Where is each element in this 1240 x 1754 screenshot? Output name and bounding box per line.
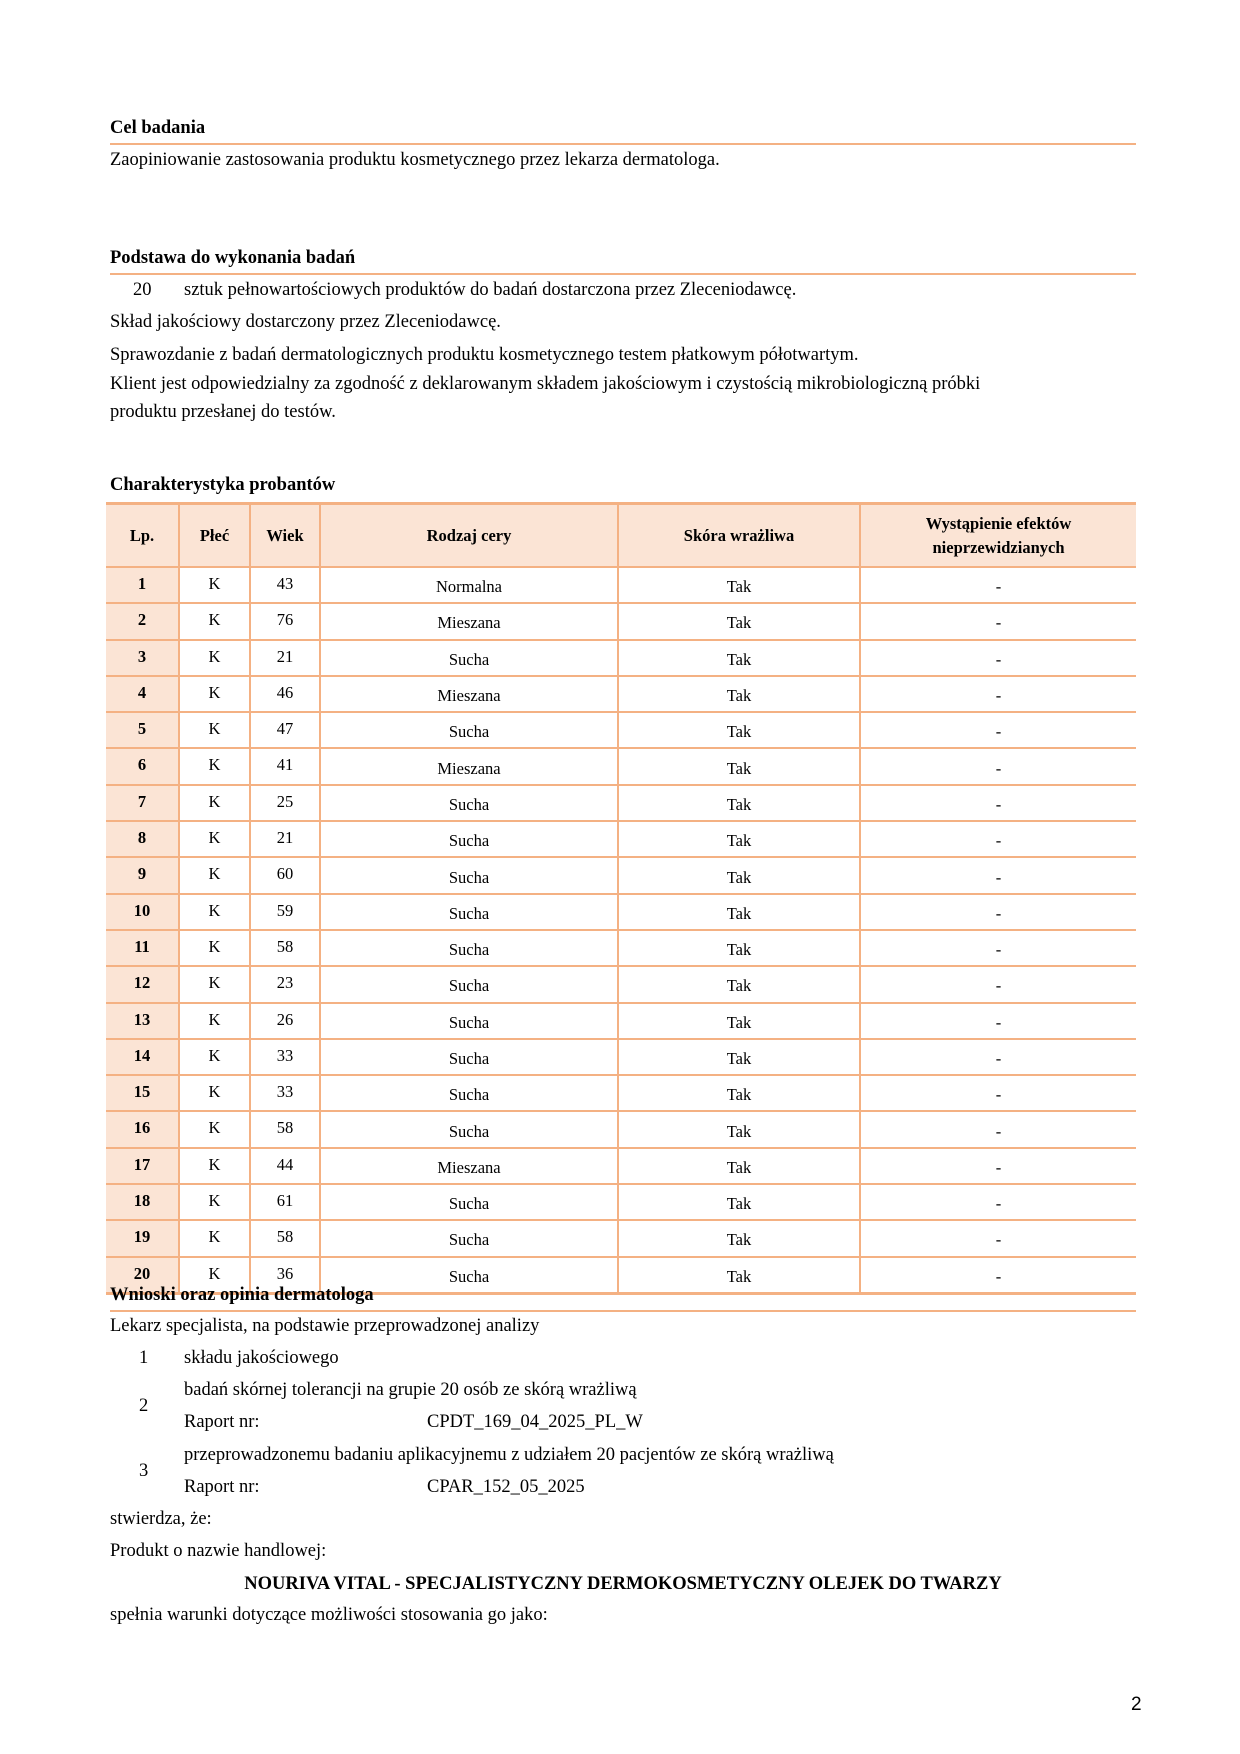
cell-wiek: 36 — [250, 1257, 320, 1294]
cell-efekty: - — [860, 1039, 1136, 1075]
cell-plec: K — [179, 894, 250, 930]
item-2-number: 2 — [139, 1396, 149, 1416]
cell-wiek: 26 — [250, 1003, 320, 1039]
cell-lp: 4 — [106, 676, 179, 712]
cell-plec: K — [179, 1111, 250, 1147]
cell-efekty: - — [860, 748, 1136, 784]
header-skora-wrazliwa: Skóra wrażliwa — [618, 504, 860, 568]
cell-efekty: - — [860, 1003, 1136, 1039]
cell-rodzaj-cery: Mieszana — [320, 676, 618, 712]
podstawa-line-4b: produktu przesłanej do testów. — [110, 402, 336, 422]
cell-skora-wrazliwa: Tak — [618, 1075, 860, 1111]
table-row — [106, 966, 1136, 1002]
cell-plec: K — [179, 930, 250, 966]
cell-rodzaj-cery: Mieszana — [320, 748, 618, 784]
cell-skora-wrazliwa: Tak — [618, 567, 860, 603]
item-2-text: badań skórnej tolerancji na grupie 20 osób ze skórą wrażliwą — [184, 1380, 637, 1400]
cell-rodzaj-cery: Sucha — [320, 966, 618, 1002]
cell-efekty: - — [860, 930, 1136, 966]
cell-skora-wrazliwa: Tak — [618, 676, 860, 712]
cell-plec: K — [179, 712, 250, 748]
product-count-text: sztuk pełnowartościowych produktów do badań dostarczona przez Zleceniodawcę. — [184, 280, 797, 300]
cell-wiek: 33 — [250, 1075, 320, 1111]
cell-plec: K — [179, 1003, 250, 1039]
table-row — [106, 712, 1136, 748]
item-3-report-label: Raport nr: — [184, 1477, 260, 1497]
cell-wiek: 21 — [250, 640, 320, 676]
cell-lp: 20 — [106, 1257, 179, 1294]
cell-wiek: 61 — [250, 1184, 320, 1220]
cell-wiek: 58 — [250, 1220, 320, 1256]
header-rodzaj-cery: Rodzaj cery — [320, 504, 618, 568]
cell-lp: 8 — [106, 821, 179, 857]
cell-skora-wrazliwa: Tak — [618, 821, 860, 857]
cell-skora-wrazliwa: Tak — [618, 1257, 860, 1294]
cell-lp: 1 — [106, 567, 179, 603]
item-2-report-value: CPDT_169_04_2025_PL_W — [427, 1412, 643, 1432]
header-efekty-line1: Wystąpienie efektów — [925, 513, 1072, 533]
podstawa-line-4a: Klient jest odpowiedzialny za zgodność z deklarowanym składem jakościowym i czystością mikrobiologiczną próbki — [110, 374, 981, 394]
probants-table — [106, 502, 1136, 1295]
cell-wiek: 59 — [250, 894, 320, 930]
cell-plec: K — [179, 785, 250, 821]
cell-rodzaj-cery: Sucha — [320, 1003, 618, 1039]
heading-underline — [110, 1310, 1136, 1312]
cell-lp: 9 — [106, 857, 179, 893]
table-row — [106, 603, 1136, 639]
item-3-report-value: CPAR_152_05_2025 — [427, 1477, 585, 1497]
cell-efekty: - — [860, 1220, 1136, 1256]
header-wiek: Wiek — [250, 504, 320, 568]
cell-efekty: - — [860, 966, 1136, 1002]
cell-skora-wrazliwa: Tak — [618, 785, 860, 821]
header-efekty-line2: nieprzewidzianych — [932, 537, 1065, 557]
cell-skora-wrazliwa: Tak — [618, 930, 860, 966]
cell-skora-wrazliwa: Tak — [618, 748, 860, 784]
cell-lp: 14 — [106, 1039, 179, 1075]
cell-wiek: 76 — [250, 603, 320, 639]
cell-efekty: - — [860, 1257, 1136, 1294]
cell-skora-wrazliwa: Tak — [618, 1148, 860, 1184]
cell-skora-wrazliwa: Tak — [618, 857, 860, 893]
cell-rodzaj-cery: Sucha — [320, 1111, 618, 1147]
cell-plec: K — [179, 1075, 250, 1111]
cell-plec: K — [179, 821, 250, 857]
table-row — [106, 1220, 1136, 1256]
header-lp: Lp. — [106, 504, 179, 568]
cell-efekty: - — [860, 640, 1136, 676]
cell-lp: 7 — [106, 785, 179, 821]
cell-efekty: - — [860, 1075, 1136, 1111]
cell-rodzaj-cery: Sucha — [320, 712, 618, 748]
cell-lp: 17 — [106, 1148, 179, 1184]
table-row — [106, 567, 1136, 603]
cel-text: Zaopiniowanie zastosowania produktu kosmetycznego przez lekarza dermatologa. — [110, 150, 720, 170]
cell-plec: K — [179, 567, 250, 603]
cell-skora-wrazliwa: Tak — [618, 640, 860, 676]
cell-rodzaj-cery: Sucha — [320, 785, 618, 821]
cell-efekty: - — [860, 712, 1136, 748]
cell-wiek: 60 — [250, 857, 320, 893]
cell-lp: 6 — [106, 748, 179, 784]
table-row — [106, 930, 1136, 966]
cell-skora-wrazliwa: Tak — [618, 966, 860, 1002]
cell-lp: 10 — [106, 894, 179, 930]
cell-lp: 5 — [106, 712, 179, 748]
cell-skora-wrazliwa: Tak — [618, 1003, 860, 1039]
cell-rodzaj-cery: Sucha — [320, 821, 618, 857]
table-row — [106, 640, 1136, 676]
cell-wiek: 25 — [250, 785, 320, 821]
cell-plec: K — [179, 676, 250, 712]
cell-skora-wrazliwa: Tak — [618, 712, 860, 748]
item-1-text: składu jakościowego — [184, 1348, 339, 1368]
cell-plec: K — [179, 603, 250, 639]
cell-rodzaj-cery: Sucha — [320, 1257, 618, 1294]
cell-rodzaj-cery: Sucha — [320, 1075, 618, 1111]
product-count: 20 — [133, 280, 152, 300]
cell-plec: K — [179, 1220, 250, 1256]
item-3-text: przeprowadzonemu badaniu aplikacyjnemu z udziałem 20 pacjentów ze skórą wrażliwą — [184, 1445, 834, 1465]
cell-efekty: - — [860, 676, 1136, 712]
cell-skora-wrazliwa: Tak — [618, 603, 860, 639]
item-2-report-label: Raport nr: — [184, 1412, 260, 1432]
cell-wiek: 43 — [250, 567, 320, 603]
cell-plec: K — [179, 857, 250, 893]
page-number: 2 — [1131, 1694, 1142, 1715]
cell-rodzaj-cery: Sucha — [320, 640, 618, 676]
cell-efekty: - — [860, 821, 1136, 857]
table-row — [106, 894, 1136, 930]
heading-underline — [110, 143, 1136, 145]
cell-wiek: 47 — [250, 712, 320, 748]
wnioski-intro: Lekarz specjalista, na podstawie przeprowadzonej analizy — [110, 1316, 540, 1336]
table-row — [106, 857, 1136, 893]
cell-wiek: 46 — [250, 676, 320, 712]
cell-skora-wrazliwa: Tak — [618, 1184, 860, 1220]
cell-wiek: 58 — [250, 930, 320, 966]
cell-lp: 13 — [106, 1003, 179, 1039]
table-row — [106, 1039, 1136, 1075]
cell-efekty: - — [860, 857, 1136, 893]
cell-rodzaj-cery: Sucha — [320, 930, 618, 966]
cell-wiek: 21 — [250, 821, 320, 857]
table-row — [106, 676, 1136, 712]
cell-lp: 2 — [106, 603, 179, 639]
section-heading-wnioski: Wnioski oraz opinia dermatologa — [110, 1285, 374, 1305]
table-row — [106, 785, 1136, 821]
table-row — [106, 1148, 1136, 1184]
heading-underline — [110, 273, 1136, 275]
closing-text: spełnia warunki dotyczące możliwości stosowania go jako: — [110, 1605, 548, 1625]
cell-efekty: - — [860, 1111, 1136, 1147]
cell-plec: K — [179, 1039, 250, 1075]
cell-rodzaj-cery: Mieszana — [320, 603, 618, 639]
podstawa-line-3: Sprawozdanie z badań dermatologicznych produktu kosmetycznego testem płatkowym półotwartym. — [110, 345, 859, 365]
cell-lp: 15 — [106, 1075, 179, 1111]
cell-rodzaj-cery: Sucha — [320, 894, 618, 930]
cell-plec: K — [179, 640, 250, 676]
table-row — [106, 1003, 1136, 1039]
cell-wiek: 41 — [250, 748, 320, 784]
stwierdza-text: stwierdza, że: — [110, 1509, 212, 1529]
cell-rodzaj-cery: Sucha — [320, 1184, 618, 1220]
header-efekty — [860, 504, 1136, 568]
cell-lp: 3 — [106, 640, 179, 676]
cell-plec: K — [179, 1148, 250, 1184]
table-row — [106, 821, 1136, 857]
cell-rodzaj-cery: Normalna — [320, 567, 618, 603]
cell-efekty: - — [860, 1148, 1136, 1184]
cell-lp: 19 — [106, 1220, 179, 1256]
podstawa-line-2: Skład jakościowy dostarczony przez Zleceniodawcę. — [110, 312, 501, 332]
produkt-label: Produkt o nazwie handlowej: — [110, 1541, 327, 1561]
table-row — [106, 1111, 1136, 1147]
cell-efekty: - — [860, 1184, 1136, 1220]
item-3-number: 3 — [139, 1461, 149, 1481]
cell-plec: K — [179, 1184, 250, 1220]
cell-wiek: 23 — [250, 966, 320, 1002]
table-header-row — [106, 504, 1136, 568]
cell-rodzaj-cery: Sucha — [320, 1220, 618, 1256]
product-name: NOURIVA VITAL - SPECJALISTYCZNY DERMOKOSMETYCZNY OLEJEK DO TWARZY — [244, 1574, 1002, 1594]
table-row — [106, 748, 1136, 784]
section-heading-charakterystyka: Charakterystyka probantów — [110, 475, 336, 495]
cell-rodzaj-cery: Sucha — [320, 1039, 618, 1075]
cell-lp: 16 — [106, 1111, 179, 1147]
cell-rodzaj-cery: Mieszana — [320, 1148, 618, 1184]
header-plec: Płeć — [179, 504, 250, 568]
table-row — [106, 1075, 1136, 1111]
cell-skora-wrazliwa: Tak — [618, 894, 860, 930]
cell-skora-wrazliwa: Tak — [618, 1111, 860, 1147]
cell-lp: 12 — [106, 966, 179, 1002]
cell-skora-wrazliwa: Tak — [618, 1220, 860, 1256]
cell-lp: 18 — [106, 1184, 179, 1220]
cell-plec: K — [179, 748, 250, 784]
cell-lp: 11 — [106, 930, 179, 966]
cell-efekty: - — [860, 894, 1136, 930]
cell-efekty: - — [860, 785, 1136, 821]
cell-rodzaj-cery: Sucha — [320, 857, 618, 893]
cell-plec: K — [179, 1257, 250, 1294]
cell-wiek: 33 — [250, 1039, 320, 1075]
section-heading-cel: Cel badania — [110, 118, 206, 138]
cell-wiek: 44 — [250, 1148, 320, 1184]
cell-efekty: - — [860, 603, 1136, 639]
cell-skora-wrazliwa: Tak — [618, 1039, 860, 1075]
cell-plec: K — [179, 966, 250, 1002]
cell-wiek: 58 — [250, 1111, 320, 1147]
section-heading-podstawa: Podstawa do wykonania badań — [110, 248, 356, 268]
table-row — [106, 1184, 1136, 1220]
item-1-number: 1 — [139, 1348, 149, 1368]
cell-efekty: - — [860, 567, 1136, 603]
